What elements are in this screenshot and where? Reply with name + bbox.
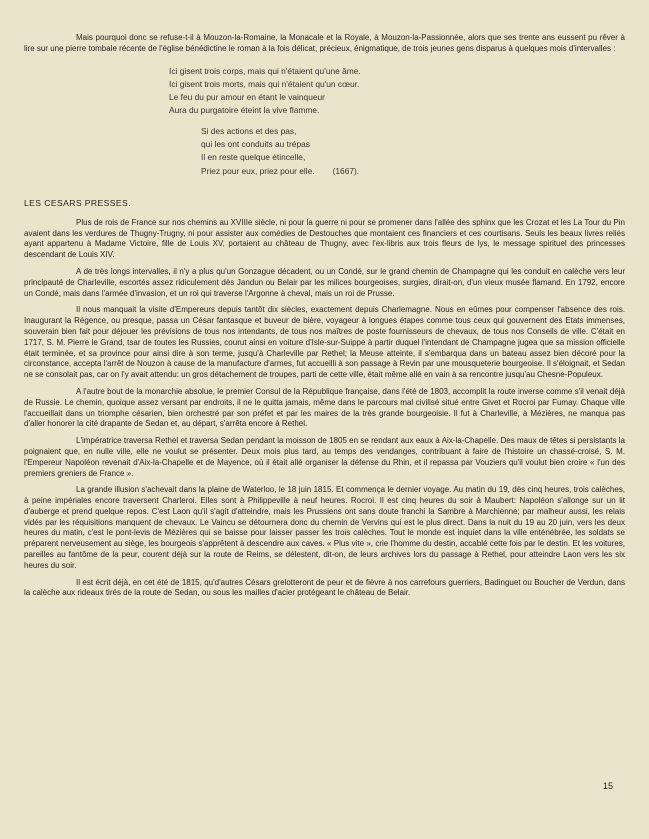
intro-paragraph: Mais pourquoi donc se refuse-t-il à Mouzon-la-Romaine, la Monacale et la Royale, à Mouzon-la-Passionnée, alors que ses trente ans eussent pu rêver à lire sur une pierre tombale récente de l'église bénédictine le roman à la fois délicat, précieux, énigmatique, de trois jeunes gens disparus à quelques mois d'intervalles : <box>24 33 625 53</box>
body-paragraph: A de très longs intervalles, il n'y a plus qu'un Gonzague décadent, ou un Condé, sur le grand chemin de Champagne qui les conduit en calèche vers leur principauté de Charleville, escortés assez ridiculement dès Jandun ou Belair par les milices bourgeoises, surgies, dirait-on, d'un vieux musée flamand. En 1792, encore un Condé, mais dans l'armée d'invasion, et un roi qui traverse l'Argonne à cheval, mais un roi de Prusse. <box>24 266 625 298</box>
page-text <box>24 33 625 599</box>
poem-year: (1667). <box>332 165 360 176</box>
poem-stanza-1 <box>169 65 625 118</box>
body-paragraph: La grande illusion s'achevait dans la plaine de Waterloo, le 18 juin 1815. Et commença le dernier voyage. Au matin du 19, dès cinq heures, trois calèches, à peine impériales encore traversent Charleroi. Elles sont à Philippeville à neuf heures. Rocroi. Il est cinq heures du soir à Maubert: Napoléon s'allonge sur un lit d'auberge et prend quelque repos. C'est Laon qu'il s'agit d'atteindre, mais les Prussiens ont sans doute franchi la Sambre à Marchienne; par malheur aussi, les relais vidés par les réquisitions manquent de chevaux. Le Vaincu se détournera donc du chemin de Vervins qui est le plus direct. Dans la nuit du 19 au 20 juin, vers les deux heures du matin, c'est le pont-levis de Mézières qui se baisse pour laisser passer les trois calèches. Tout le monde est inquiet dans la ville enténébrée, les soldats se préparent nerveusement au siège, les bourgeois s'apprêtent à descendre aux caves. « Plus vite », crie l'homme du destin, accablé cette fois par le destin. Et les voitures, pareilles au fantôme de la peur, courent déjà sur la route de Reims, se délestent, dit-on, de leurs archives lors du passage à Rethel, pour atteindre Laon vers les six heures du soir. <box>24 485 625 570</box>
poem-stanza-2 <box>169 125 625 178</box>
body-paragraph: Plus de rois de France sur nos chemins au XVIIIe siècle, ni pour la guerre ni pour se promener dans l'allée des sphinx que les Crozat et les La Tour du Pin avaient dans les verdures de Thugny-Trugny, ni pour assister aux comédies de Destouches que montaient ces financiers et ces courtisans. Seuls les beaux livres reliés ayant appartenu à Madame Victoire, fille de Louis XV, portaient au château de Thugny, avec l'ex-libris aux trois fleurs de lys, le message spirituel des princesses descendant de Louis XIV. <box>24 217 625 260</box>
poem-line: qui les ont conduits au trépas <box>201 139 310 150</box>
body-paragraph: A l'autre bout de la monarchie absolue, le premier Consul de la République française, dans l'été de 1803, accomplit la route inverse comme s'il venait déjà de Russie. Le chemin, quoique assez versant par endroits, il ne le quitta jamais, même dans le parcours mal civilisé situé entre Givet et Rocroi par Fumay. Chaque ville l'accueillait dans un triomphe césarien, bien orchestré par son préfet et par les maires de la très grande bourgeoisie. Il fut à Charleville, à Mézières, ne manqua pas d'aller honorer la cité drapante de Sedan et, au départ, s'arrêta encore à Rethel. <box>24 386 625 429</box>
poem-line: Le feu du pur amour en étant le vainqueur <box>169 92 325 103</box>
epitaph-poem <box>169 65 625 178</box>
poem-line: Aura du purgatoire éteint la vive flamme. <box>169 105 320 116</box>
poem-line: Ici gisent trois corps, mais qui n'étaient qu'une âme. <box>169 65 361 76</box>
body-paragraph: Il est écrit déjà, en cet été de 1815, qu'd'autres Césars grelotteront de peur et de fièvre à nos carrefours guerriers, Badinguet ou Boucher de Verdun, dans la calèche aux rideaux tirés de la route de Sedan, ou sous les mailles d'acier protégeant le château de Belair. <box>24 577 625 598</box>
poem-line: Il en reste quelque étincelle, <box>201 152 306 163</box>
section-heading: LES CESARS PRESSES. <box>24 197 131 208</box>
poem-line: Ici gisent trois morts, mais qui n'étaient qu'un cœur. <box>169 78 360 89</box>
poem-line <box>201 165 625 178</box>
body-paragraph: L'impératrice traversa Rethel et traversa Sedan pendant la moisson de 1805 en se rendant aux eaux à Aix-la-Chapelle. Des maux de têtes si persistants la poignaient que, en nulle ville, elle ne voulut se présenter. Deux mois plus tard, au temps des vendanges, contribuant à faire de l'histoire un chassé-croisé, S. M. l'Empereur Napoléon revenait d'Aix-la-Chapelle et de Mayence, où il était allé organiser la défense du Rhin, et il repassa par Vouziers qu'il voulut bien croire « l'un des premiers greniers de France ». <box>24 436 625 478</box>
poem-line: Si des actions et des pas, <box>201 125 297 136</box>
body-paragraph: Il nous manquait la visite d'Empereurs depuis tantôt dix siècles, exactement depuis Charlemagne. Nous en eûmes pour compenser l'absence des rois. Inaugurant la Régence, ou presque, passa un César fantasque et buveur de bière, voyageur à longues étapes comme tous ceux qui gouvernent des Etats immenses, souverain bien fait pour déjouer les prévisions de tous nos intendants, de tous nos maîtres de poste fournisseurs de chevaux, de tous nos Conseils de ville. C'était en 1717, S. M. Pierre le Grand, tsar de toutes les Russies, courut ainsi en voiture d'Isle-sur-Suippe à partir duquel l'intendant de Champagne jugea que sa mission officielle était terminée, et sa province pour ainsi dire à son terme, jusqu'à Charleville par Rethel; la Meuse atteinte, il s'embarqua dans un bateau assez bien décoré pour la circonstance, accepta l'arrêt de Nouzon à cause de la manufacture d'armes, fut accueilli à son passage à Revin par une mousqueterie bourgeoise. Il s'éloignait, et Sedan ne se consolait pas, car on l'y avait attendu: un gros détachement de troupes, parti de cette ville, était même allé en vain à sa rencontre jusqu'au Chesne-Populeux. <box>24 305 625 380</box>
page-number: 15 <box>603 781 614 791</box>
poem-last-line: Priez pour eux, priez pour elle. <box>201 165 315 176</box>
